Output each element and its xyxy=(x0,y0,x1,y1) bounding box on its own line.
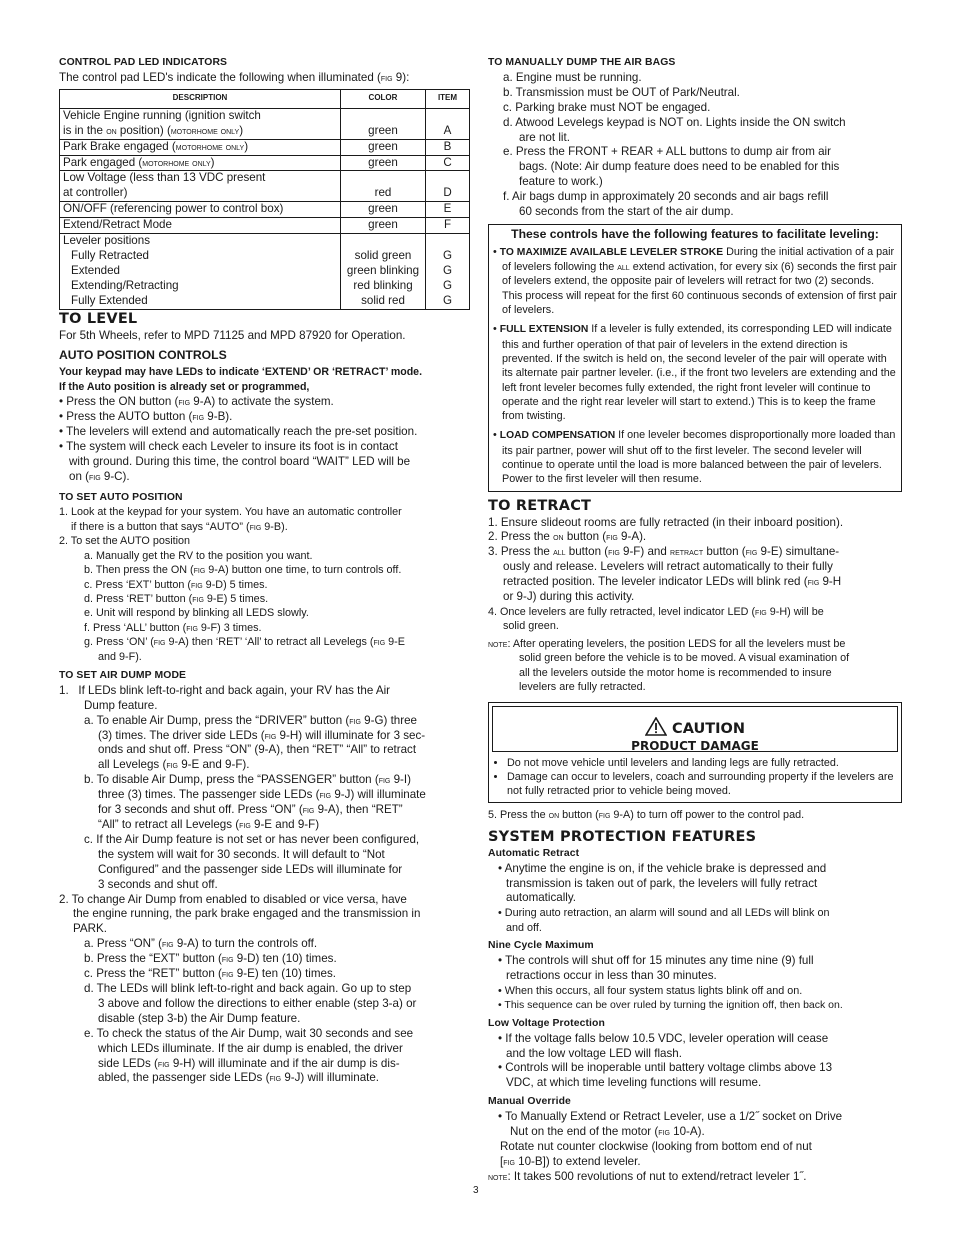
table-row xyxy=(60,139,470,155)
list-item: “All” to retract all Levelegs (fig 9-E and 9-F) xyxy=(98,818,320,831)
list-item: and 9-F). xyxy=(98,650,142,663)
table-row xyxy=(60,155,470,171)
list-item: 1. Ensure slideout rooms are fully retracted (in their inboard position). xyxy=(488,515,844,529)
list-item: d. The LEDs will blink left-to-right and back again. Go up to step xyxy=(84,981,412,995)
list-item: 2. To set the AUTO position xyxy=(59,535,191,548)
table-cell: F xyxy=(426,218,470,234)
list-item: b. Then press the ON (fig 9-A) button one time, to turn controls off. xyxy=(84,564,402,577)
table-header-row xyxy=(60,89,470,108)
list-item: • Do not move vehicle until levelers and landing legs are fully retracted. xyxy=(507,756,901,770)
list-item: 3. Press the all button (fig 9-F) and retract button (fig 9-E) simultane- xyxy=(488,545,840,559)
list-item: 2. Press the on button (fig 9-A). xyxy=(488,530,647,544)
table-cell: green xyxy=(341,202,426,218)
caution-box xyxy=(488,702,902,803)
list-item: the engine running, the park brake engaged and the transmission in xyxy=(73,907,421,921)
leveling-features-heading: These controls have the following features to facilitate leveling: xyxy=(511,226,879,241)
list-item: PARK. xyxy=(73,922,107,936)
table-cell: D xyxy=(426,171,470,202)
table-row xyxy=(60,202,470,218)
list-item: abled, the passenger side LEDs (fig 9-J) will illuminate. xyxy=(98,1071,380,1085)
table-cell: Low Voltage (less than 13 VDC present at controller) xyxy=(60,171,341,202)
manual-override-note: note: It takes 500 revolutions of nut to extend/retract leveler 1˝. xyxy=(488,1169,807,1183)
list-item: ously and release. Levelers will retract automatically to their fully xyxy=(503,560,833,574)
table-cell: green xyxy=(341,155,426,171)
list-item: g. Press ‘ON’ (fig 9-A) then ‘RET’ ‘All’ to retract all Levelegs (fig 9-E xyxy=(84,636,405,649)
list-item: c. If the Air Dump feature is not set or has never been configured, xyxy=(84,832,420,846)
set-auto-heading: TO SET AUTO POSITION xyxy=(59,491,183,503)
list-item: a. Manually get the RV to the position you want. xyxy=(84,549,313,562)
table-cell: red xyxy=(341,171,426,202)
list-item: b. To disable Air Dump, press the “PASSENGER” button (fig 9-I) xyxy=(84,773,411,787)
list-item: • To Manually Extend or Retract Leveler, use a 1/2˝ socket on Drive xyxy=(498,1110,843,1124)
list-item: 60 seconds from the start of the air dump. xyxy=(519,205,734,219)
caution-header xyxy=(492,706,898,752)
list-item: e. Press the FRONT + REAR + ALL buttons to dump air from air xyxy=(503,145,831,159)
table-row xyxy=(60,234,470,310)
system-protection-heading: SYSTEM PROTECTION FEATURES xyxy=(488,828,757,845)
to-retract-heading: TO RETRACT xyxy=(488,497,592,514)
table-cell: A xyxy=(426,108,470,139)
list-item: are not lit. xyxy=(519,130,570,144)
color-header: COLOR xyxy=(341,89,426,108)
list-item: a. Press “ON” (fig 9-A) to turn the controls off. xyxy=(84,937,318,951)
low-voltage-heading: Low Voltage Protection xyxy=(488,1017,605,1029)
caution-title: CAUTION xyxy=(645,717,745,737)
list-item: for 3 seconds and shut off. Press “ON” (fig 9-A), then “RET” xyxy=(98,803,403,817)
retract-note: levelers are fully retracted. xyxy=(519,681,646,693)
list-item: • Damage can occur to levelers, coach and surrounding property if the levelers are not fully retracted prior to vehicle being moved. xyxy=(507,770,901,798)
retract-note: solid green before the vehicle is to be moved. A visual examination of xyxy=(519,652,850,665)
list-item: c. Press the “RET” button (fig 9-E) ten (10) times. xyxy=(84,967,337,981)
auto-position-heading: AUTO POSITION CONTROLS xyxy=(59,348,227,363)
list-item: all Levelegs (fig 9-E and 9-F). xyxy=(98,758,250,772)
led-indicator-table xyxy=(59,89,470,310)
list-item: d. Atwood Levelegs keypad is NOT on. Lights inside the ON switch xyxy=(503,115,846,129)
item-header: ITEM xyxy=(426,89,470,108)
table-cell: E xyxy=(426,202,470,218)
table-cell: Leveler positions Fully Retracted Extended Extending/Retracting Fully Extended xyxy=(60,234,341,310)
list-item: feature to work.) xyxy=(519,175,603,189)
air-dump-heading: TO SET AIR DUMP MODE xyxy=(59,669,187,681)
manual-override-heading: Manual Override xyxy=(488,1096,571,1108)
table-cell: Vehicle Engine running (ignition switch is in the on position) (motorhome only) xyxy=(60,108,341,139)
list-item: Rotate nut counter clockwise (looking from bottom end of nut xyxy=(500,1139,812,1153)
list-item: • When this occurs, all four system status lights blink off and on. xyxy=(498,984,803,997)
table-cell: B xyxy=(426,139,470,155)
list-item: onds and shut off. Press “ON” (9-A), then “RET” “All” to retract xyxy=(98,743,417,757)
table-cell: green xyxy=(341,218,426,234)
list-item: Dump feature. xyxy=(84,698,158,712)
list-item: disable (step 3-b) the Air Dump feature. xyxy=(98,1011,301,1025)
list-item: and the low voltage LED will flash. xyxy=(506,1046,682,1060)
list-item: which LEDs illuminate. If the air dump is enabled, the driver xyxy=(98,1041,403,1055)
nine-cycle-heading: Nine Cycle Maximum xyxy=(488,940,594,952)
table-row xyxy=(60,171,470,202)
led-indicators-heading: CONTROL PAD LED INDICATORS xyxy=(59,57,228,68)
warning-triangle-icon xyxy=(645,717,667,736)
list-item: or 9-J) during this activity. xyxy=(503,590,635,604)
table-row xyxy=(60,218,470,234)
table-cell: C xyxy=(426,155,470,171)
list-item: • Press the AUTO button (fig 9-B). xyxy=(59,410,233,424)
list-item: 1. Look at the keypad for your system. You have an automatic controller xyxy=(59,506,402,519)
table-cell: Extend/Retract Mode xyxy=(60,218,341,234)
list-item: • Anytime the engine is on, if the vehicle brake is depressed and xyxy=(498,861,827,875)
to-level-heading: TO LEVEL xyxy=(59,310,138,327)
retract-note: all the levelers outside the motor home is recommended to insure xyxy=(519,666,832,679)
list-item: 2. To change Air Dump from enabled to disabled or vice versa, have xyxy=(59,892,407,906)
list-item: e. Unit will respond by blinking all LEDS slowly. xyxy=(84,607,309,620)
retract-note: note: After operating levelers, the position LEDS for all the levelers must be xyxy=(488,637,846,650)
list-item: • Controls will be inoperable until battery voltage climbs above 13 xyxy=(498,1061,833,1075)
list-item: three (3) times. The passenger side LEDs (fig 9-J) will illuminate xyxy=(98,788,426,802)
list-item: • The controls will shut off for 15 minutes any time nine (9) full xyxy=(498,954,814,968)
leveling-features-box xyxy=(488,224,902,492)
list-item: • The levelers will extend and automatically reach the pre-set position. xyxy=(59,424,418,438)
list-item: with ground. During this time, the control board “WAIT” LED will be xyxy=(69,454,411,468)
table-cell: Park Brake engaged (motorhome only) xyxy=(60,139,341,155)
auto-note: If the Auto position is already set or programmed, xyxy=(59,381,310,394)
list-item: side LEDs (fig 9-H) will illuminate and if the air dump is dis- xyxy=(98,1056,400,1070)
fifth-wheels-note: For 5th Wheels, refer to MPD 71125 and MPD 87920 for Operation. xyxy=(59,328,406,342)
table-cell: Park engaged (motorhome only) xyxy=(60,155,341,171)
list-item: • TO MAXIMIZE AVAILABLE LEVELER STROKE During the initial activation of a pair of levelers following the all extend activation, for every six (6) seconds the first pair of levelers extend, the opposite pair of levelers will retract for two (2) seconds. This process will repeat for the first 60 continuous seconds of extension of first pair of levelers. xyxy=(493,245,897,317)
table-cell: solid green green blinking red blinking solid red xyxy=(341,234,426,310)
page-number: 3 xyxy=(473,1185,479,1196)
list-item: d. Press ‘RET’ button (fig 9-E) 5 times. xyxy=(84,592,269,605)
manual-dump-heading: TO MANUALLY DUMP THE AIR BAGS xyxy=(488,57,676,68)
list-item: retractions occur in less than 30 minutes. xyxy=(506,968,717,982)
list-item: (3) times. The driver side LEDs (fig 9-H) will illuminate for 3 sec- xyxy=(98,728,426,742)
table-cell: green xyxy=(341,108,426,139)
list-item: if there is a button that says “AUTO” (fig 9-B). xyxy=(71,520,288,533)
list-item: Nut on the end of the motor (fig 10-A). xyxy=(510,1125,705,1139)
list-item: solid green. xyxy=(503,620,559,633)
list-item: retracted position. The leveler indicator LEDs will blink red (fig 9-H xyxy=(503,575,842,589)
list-item: the system will wait for 30 seconds. It will default to “Not xyxy=(98,847,385,861)
right-column xyxy=(488,56,902,1185)
list-item: automatically. xyxy=(506,891,577,905)
list-item: f. Press ‘ALL’ button (fig 9-F) 3 times. xyxy=(84,621,262,634)
list-item: e. To check the status of the Air Dump, wait 30 seconds and see xyxy=(84,1026,414,1040)
list-item: • This sequence can be over ruled by turning the ignition off, then back on. xyxy=(498,999,843,1012)
auto-note: Your keypad may have LEDs to indicate ‘EXTEND’ OR ‘RETRACT’ mode. xyxy=(59,366,423,379)
led-intro: The control pad LED's indicate the following when illuminated (fig 9): xyxy=(59,70,410,84)
list-item: • Press the ON button (fig 9-A) to activate the system. xyxy=(59,395,334,409)
list-item: VDC, at which time leveling functions will resume. xyxy=(506,1076,762,1090)
auto-retract-heading: Automatic Retract xyxy=(488,847,580,859)
list-item: 3 above and follow the directions to either enable (step 3-a) or xyxy=(98,996,417,1010)
list-item: • If the voltage falls below 10.5 VDC, leveler operation will cease xyxy=(498,1031,829,1045)
list-item: b. Press the “EXT” button (fig 9-D) ten (10) times. xyxy=(84,952,337,966)
list-item: a. Engine must be running. xyxy=(503,70,642,84)
caution-list xyxy=(489,756,901,798)
table-cell: green xyxy=(341,139,426,155)
list-item: f. Air bags dump in approximately 20 seconds and air bags refill xyxy=(503,190,829,204)
list-item: 1. If LEDs blink left-to-right and back again, your RV has the Air xyxy=(59,683,391,697)
list-item: c. Parking brake must NOT be engaged. xyxy=(503,100,711,114)
list-item: on (fig 9-C). xyxy=(69,469,130,483)
list-item: and off. xyxy=(506,921,542,934)
list-item: Configured” and the passenger side LEDs will illuminate for xyxy=(98,862,403,876)
table-row xyxy=(60,108,470,139)
list-item: [fig 10-B]) to extend leveler. xyxy=(500,1154,641,1168)
list-item: c. Press ‘EXT’ button (fig 9-D) 5 times. xyxy=(84,578,268,591)
description-header: DESCRIPTION xyxy=(60,89,341,108)
list-item: • During auto retraction, an alarm will sound and all LEDs will blink on xyxy=(498,907,830,920)
list-item: b. Transmission must be OUT of Park/Neutral. xyxy=(503,85,740,99)
table-cell: ON/OFF (referencing power to control box) xyxy=(60,202,341,218)
list-item: 4. Once levelers are fully retracted, level indicator LED (fig 9-H) will be xyxy=(488,605,824,618)
list-item: transmission is taken out of park, the levelers will fully retract xyxy=(506,876,818,890)
caution-subtitle: PRODUCT DAMAGE xyxy=(631,739,759,754)
list-item: 5. Press the on button (fig 9-A) to turn off power to the control pad. xyxy=(488,809,805,822)
list-item: a. To enable Air Dump, press the “DRIVER” button (fig 9-G) three xyxy=(84,713,418,727)
table-cell: G G G G xyxy=(426,234,470,310)
list-item: • LOAD COMPENSATION If one leveler becomes disproportionally more loaded than its pair partner, power will shut off to the first leveler. The second leveler will continue to operate until the load is more balanced between the pair of levelers. Power to the first leveler will then resume. xyxy=(493,429,896,486)
list-item: 3 seconds and shut off. xyxy=(98,877,218,891)
list-item: bags. (Note: Air dump feature does need to be enabled for this xyxy=(519,160,840,174)
list-item: • The system will check each Leveler to insure its foot is in contact xyxy=(59,439,398,453)
left-column xyxy=(59,56,469,1086)
list-item: • FULL EXTENSION If a leveler is fully extended, its corresponding LED will indicate this and further operation of that pair of levelers in the extend direction is prevented. If the switch is held on, the second leveler of the pair will operate with its alternate pair partner leveler. (i.e., if the front two levelers are extending and the left front leveler becomes fully extended, the right front leveler will continue to operate and the right rear leveler will start to extend.) This is to keep the frame from twisting. xyxy=(493,323,896,423)
